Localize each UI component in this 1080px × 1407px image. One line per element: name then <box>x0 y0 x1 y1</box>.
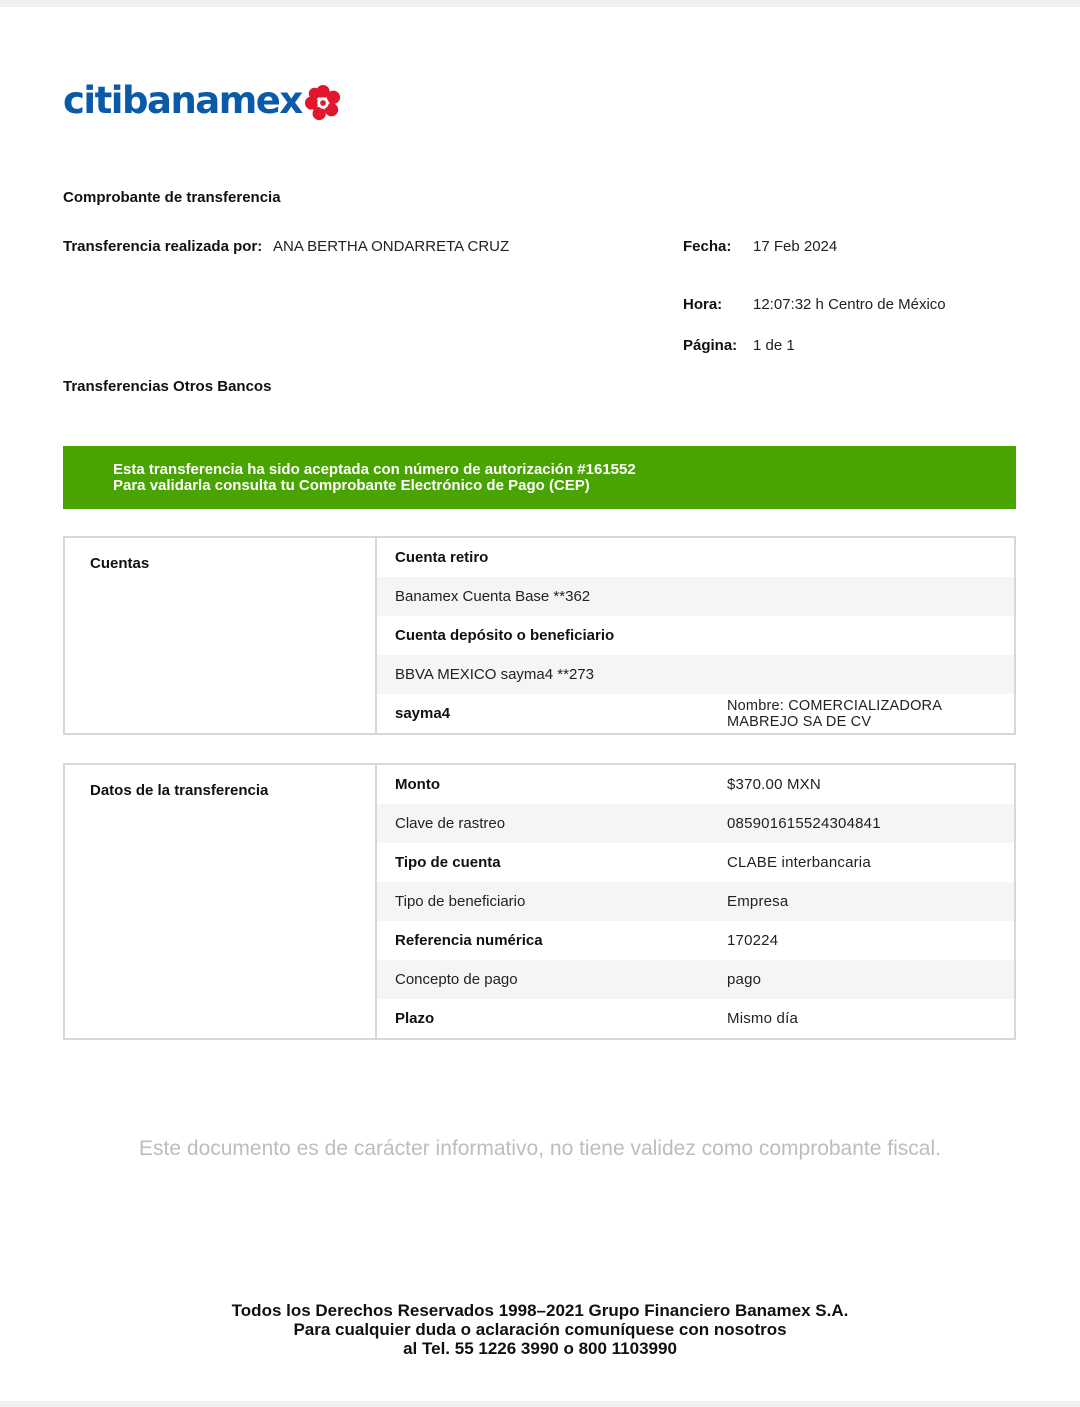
accounts-table <box>63 536 1016 735</box>
transfer-details-table <box>63 763 1016 1040</box>
citibanamex-logo <box>63 75 342 125</box>
banner-line-2: Para validarla consulta tu Comprobante Electrónico de Pago (CEP) <box>113 477 590 494</box>
authorization-banner <box>63 446 1016 509</box>
disclaimer-text: Este documento es de carácter informativo, no tiene validez como comprobante fiscal. <box>139 1137 941 1160</box>
row-label: Monto <box>395 776 440 793</box>
row-value: 085901615524304841 <box>727 815 881 832</box>
table-row <box>377 843 1014 882</box>
table-row <box>377 921 1014 960</box>
table-row <box>377 538 1014 577</box>
row-label: Banamex Cuenta Base **362 <box>395 588 591 605</box>
row-label: Clave de rastreo <box>395 815 506 832</box>
table-row <box>377 577 1014 616</box>
page-value: 1 de 1 <box>753 337 795 354</box>
table-row <box>377 655 1014 694</box>
time-value: 12:07:32 h Centro de México <box>753 296 946 313</box>
row-value: 170224 <box>727 932 779 949</box>
row-label: Referencia numérica <box>395 932 543 949</box>
row-label: Cuenta retiro <box>395 549 489 566</box>
row-label: BBVA MEXICO sayma4 **273 <box>395 666 594 683</box>
logo-wordmark: citibanamex <box>63 78 302 122</box>
row-label: Plazo <box>395 1010 435 1027</box>
table-row <box>377 882 1014 921</box>
footer-line-3: al Tel. 55 1226 3990 o 800 1103990 <box>403 1339 677 1358</box>
row-label: Cuenta depósito o beneficiario <box>395 627 615 644</box>
beneficiary-name: Nombre: COMERCIALIZADORA MABREJO SA DE CV <box>727 697 942 730</box>
date-value: 17 Feb 2024 <box>753 238 838 255</box>
banner-line-1: Esta transferencia ha sido aceptada con número de autorización #161552 <box>113 461 636 478</box>
row-value: $370.00 MXN <box>727 776 821 793</box>
footer-line-1: Todos los Derechos Reservados 1998–2021 Grupo Financiero Banamex S.A. <box>231 1301 849 1320</box>
row-label: Tipo de cuenta <box>395 854 501 871</box>
date-label: Fecha: <box>683 238 732 255</box>
row-value: Mismo día <box>727 1010 798 1027</box>
made-by-value: ANA BERTHA ONDARRETA CRUZ <box>273 238 510 255</box>
row-label: Concepto de pago <box>395 971 518 988</box>
table-row <box>377 765 1014 804</box>
row-value: pago <box>727 971 762 988</box>
table-row <box>377 960 1014 999</box>
section-title: Transferencias Otros Bancos <box>63 378 272 395</box>
table-row <box>377 694 1014 733</box>
row-value: CLABE interbancaria <box>727 854 871 871</box>
transfer-heading: Datos de la transferencia <box>65 765 377 1038</box>
document-page <box>0 7 1080 1401</box>
table-row <box>377 999 1014 1038</box>
table-row <box>377 804 1014 843</box>
time-label: Hora: <box>683 296 723 313</box>
page-label: Página: <box>683 337 738 354</box>
accounts-heading: Cuentas <box>65 538 377 733</box>
row-label: sayma4 <box>395 705 451 722</box>
row-value: Empresa <box>727 893 789 910</box>
made-by-label: Transferencia realizada por: <box>63 238 263 255</box>
footer <box>0 1301 1080 1358</box>
document-title: Comprobante de transferencia <box>63 189 281 206</box>
footer-line-2: Para cualquier duda o aclaración comuníquese con nosotros <box>293 1320 787 1339</box>
table-row <box>377 616 1014 655</box>
row-label: Tipo de beneficiario <box>395 893 526 910</box>
banamex-flower-icon <box>304 84 342 122</box>
